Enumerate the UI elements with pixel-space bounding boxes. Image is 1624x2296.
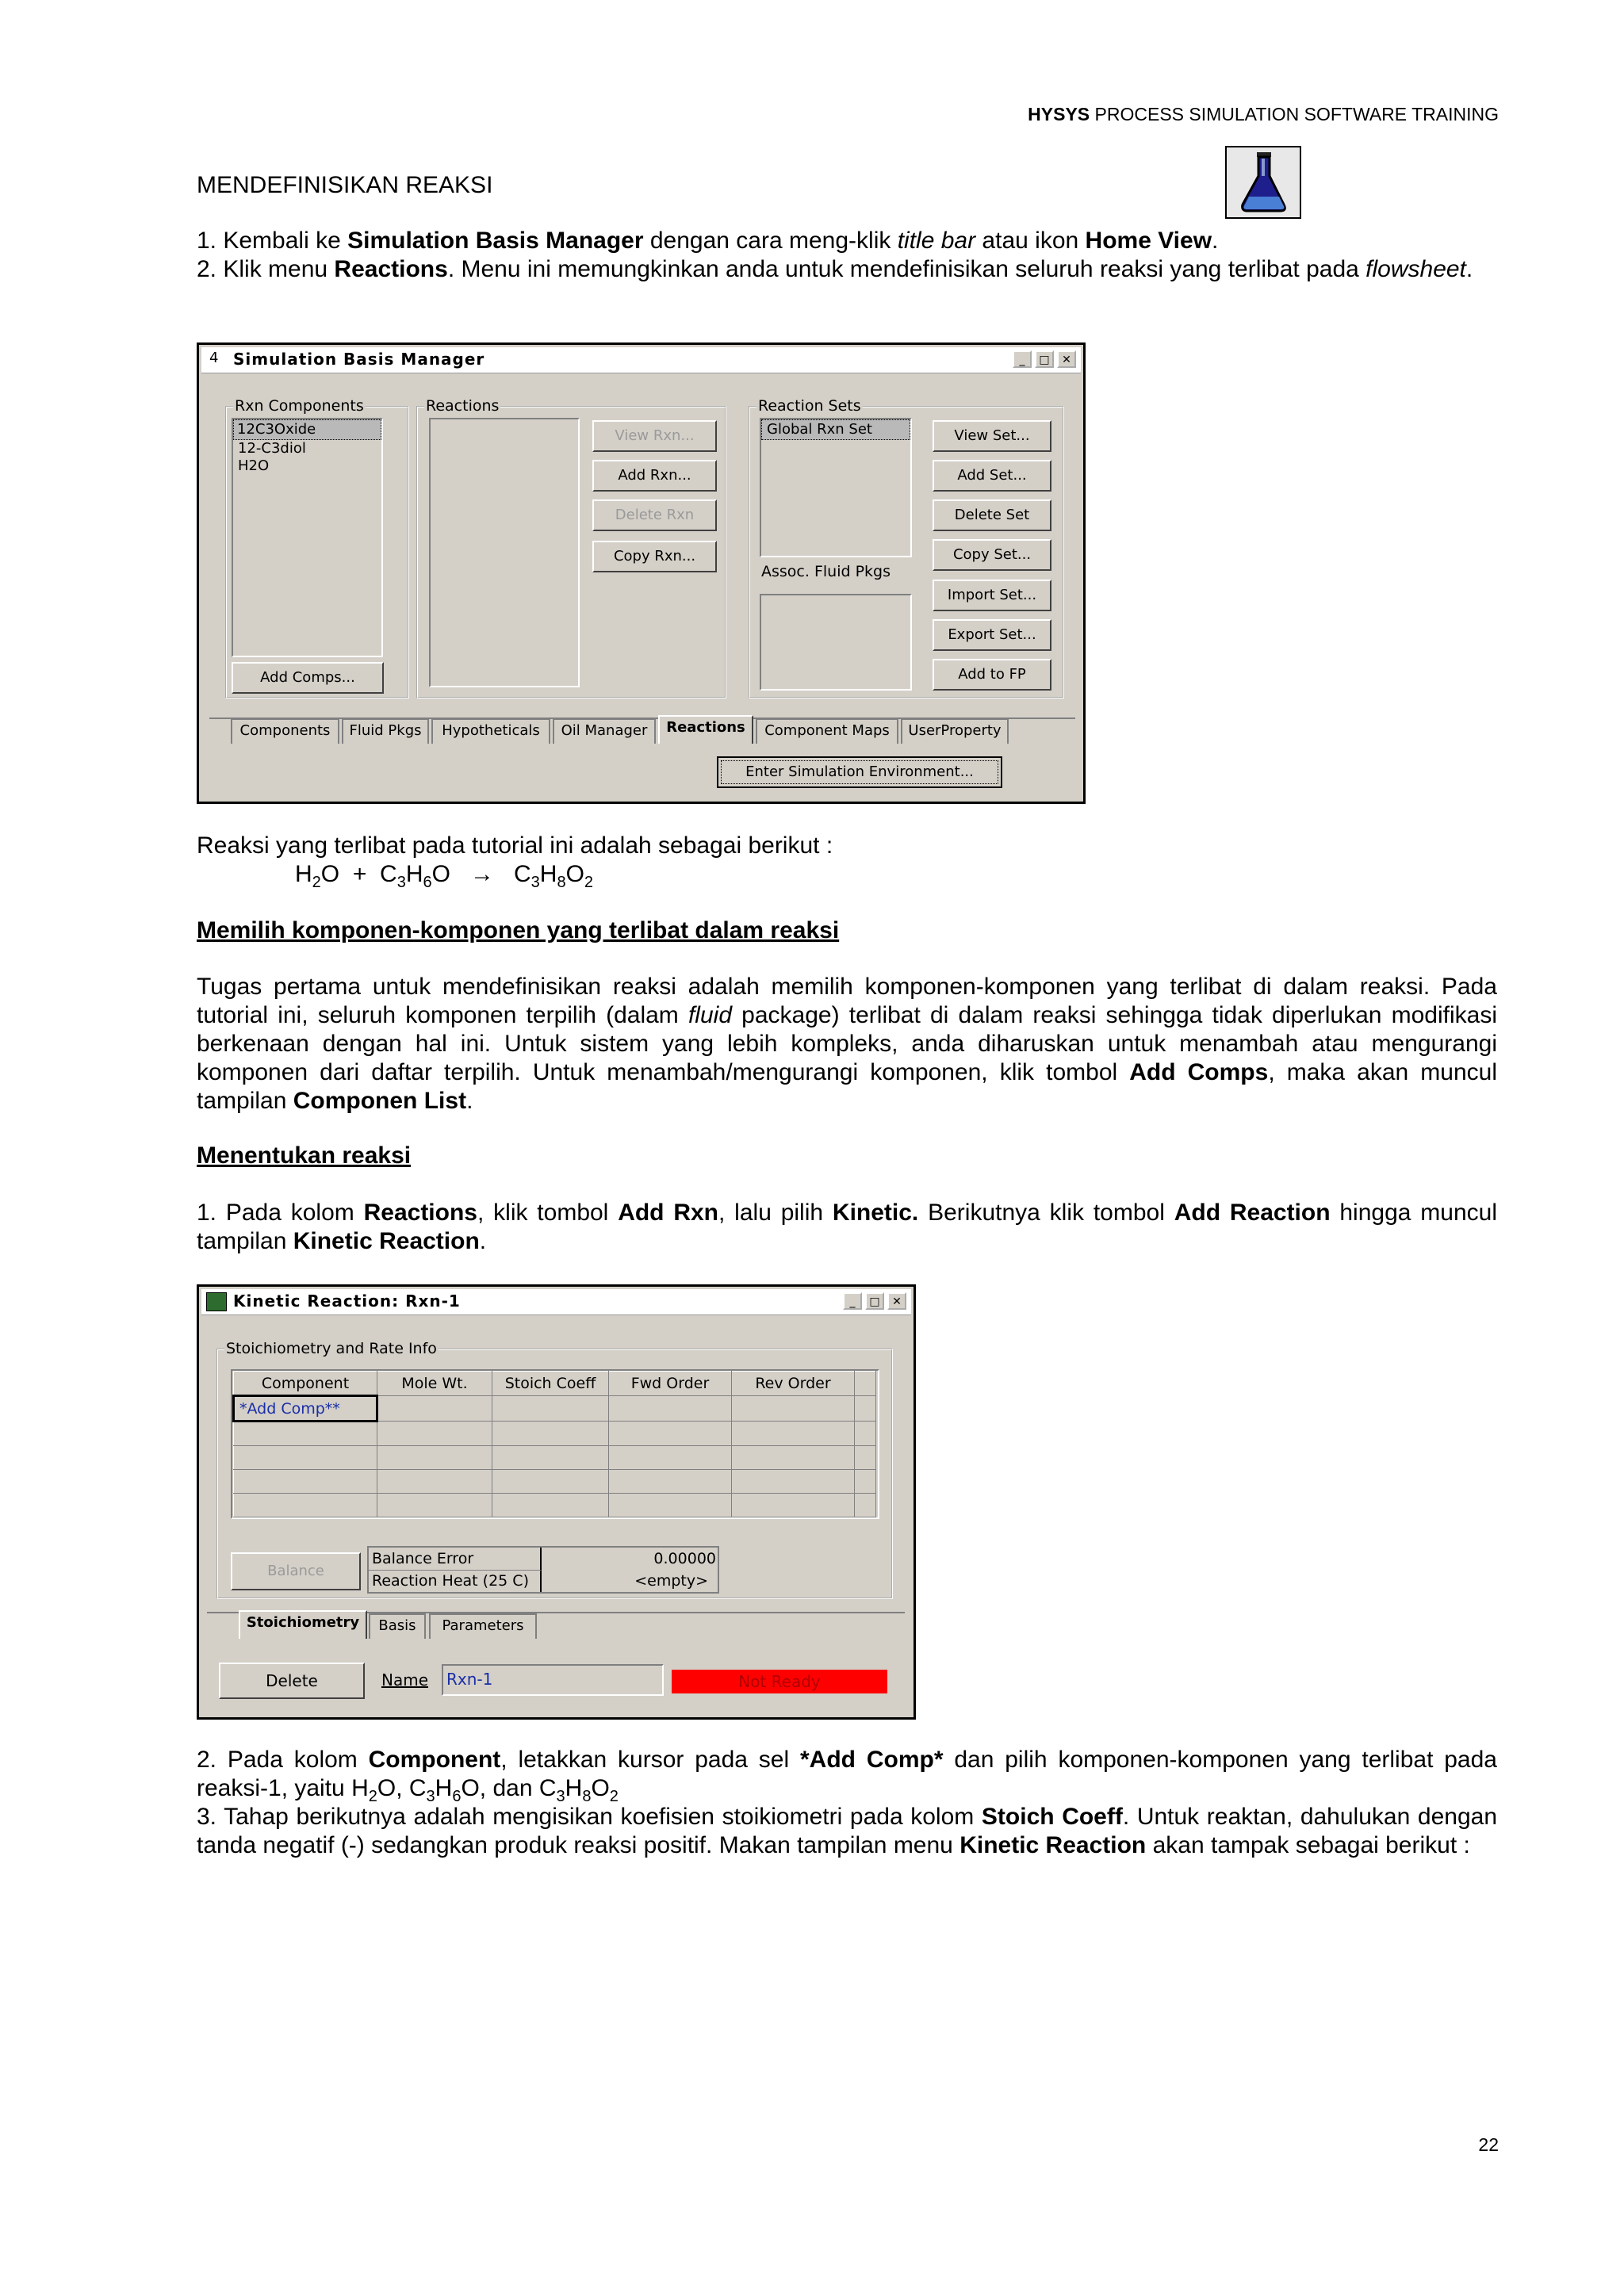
reaction-sets-list[interactable] <box>760 418 912 557</box>
tab-reactions[interactable]: Reactions <box>658 715 753 744</box>
minimize-button[interactable]: _ <box>1013 350 1032 368</box>
balance-error-value: 0.00000 <box>653 1550 716 1567</box>
reaction-sets-label: Reaction Sets <box>758 397 861 415</box>
table-row <box>234 1422 876 1446</box>
table-cell[interactable] <box>234 1422 377 1446</box>
table-cell[interactable] <box>377 1494 492 1517</box>
paragraph-define-reaction: 1. Pada kolom Reactions, klik tombol Add Rxn, lalu pilih Kinetic. Berikutnya klik tombol Add Reaction hingga muncul tampilan Kinetic Reaction. <box>197 1200 1498 1254</box>
table-cell <box>855 1470 876 1494</box>
balance-button[interactable]: Balance <box>231 1552 361 1590</box>
reaction-intro: Reaksi yang terlibat pada tutorial ini adalah sebagai berikut : <box>197 832 833 859</box>
table-cell[interactable] <box>732 1494 855 1517</box>
step-2: 2. Klik menu Reactions. Menu ini memungkinkan anda untuk mendefinisikan seluruh reaksi yang terlibat pada flowsheet. <box>197 256 1473 282</box>
tab-fluid-pkgs[interactable]: Fluid Pkgs <box>342 718 429 744</box>
rxn-components-list[interactable] <box>232 418 383 657</box>
table-cell[interactable] <box>234 1470 377 1494</box>
copy-set-button[interactable]: Copy Set... <box>933 539 1051 571</box>
tab-components[interactable]: Components <box>231 718 339 744</box>
add-comps-button[interactable]: Add Comps... <box>232 662 384 694</box>
enter-simulation-environment-button[interactable]: Enter Simulation Environment... <box>717 756 1002 788</box>
grid-header-row <box>234 1372 876 1396</box>
arrow-icon: → <box>469 861 494 887</box>
copy-rxn-button[interactable]: Copy Rxn... <box>592 541 717 572</box>
stoichiometry-group <box>216 1340 893 1599</box>
table-cell[interactable] <box>492 1494 609 1517</box>
list-item[interactable]: Global Rxn Set <box>761 419 910 440</box>
table-cell[interactable] <box>377 1422 492 1446</box>
close-button[interactable]: ✕ <box>887 1292 906 1310</box>
column-header[interactable]: Rev Order <box>732 1372 855 1396</box>
delete-rxn-button[interactable]: Delete Rxn <box>592 499 717 531</box>
table-cell[interactable] <box>234 1494 377 1517</box>
window-title: Kinetic Reaction: Rxn-1 <box>233 1292 461 1311</box>
table-cell[interactable] <box>609 1494 732 1517</box>
list-item[interactable]: 12-C3diol <box>238 440 306 457</box>
paragraph-step-3: 3. Tahap berikutnya adalah mengisikan koefisien stoikiometri pada kolom Stoich Coeff. Untuk reaktan, dahulukan dengan tanda negatif (-) sedangkan produk reaksi positif. Makan tampilan menu Kinetic Reaction akan tampak sebagai berikut : <box>197 1804 1498 1858</box>
name-field[interactable]: Rxn-1 <box>442 1664 664 1696</box>
table-cell[interactable] <box>609 1470 732 1494</box>
close-button[interactable]: ✕ <box>1057 350 1076 368</box>
section-title: MENDEFINISIKAN REAKSI <box>197 172 493 198</box>
tab-basis[interactable]: Basis <box>369 1613 426 1639</box>
list-item[interactable]: 12C3Oxide <box>233 419 381 440</box>
tab-hypotheticals[interactable]: Hypotheticals <box>431 718 550 744</box>
add-comp-cell[interactable]: *Add Comp** <box>234 1396 377 1422</box>
step-1: 1. Kembali ke Simulation Basis Manager dengan cara meng-klik title bar atau ikon Home View. <box>197 228 1219 254</box>
table-cell <box>855 1446 876 1470</box>
kinetic-reaction-window <box>197 1284 916 1720</box>
table-cell[interactable] <box>732 1422 855 1446</box>
header-brand: HYSYS <box>1028 104 1090 124</box>
column-header[interactable]: Fwd Order <box>609 1372 732 1396</box>
table-cell[interactable] <box>377 1396 492 1422</box>
heading-define-reaction: Menentukan reaksi <box>197 1142 412 1169</box>
tab-parameters[interactable]: Parameters <box>429 1613 537 1639</box>
tab-stoichiometry[interactable]: Stoichiometry <box>239 1610 367 1639</box>
table-cell[interactable] <box>492 1396 609 1422</box>
maximize-button[interactable]: □ <box>1035 350 1054 368</box>
reaction-heat-value: <empty> <box>634 1572 708 1590</box>
name-label: Name <box>381 1670 429 1689</box>
home-view-flask-icon <box>1225 146 1301 219</box>
table-cell[interactable] <box>609 1446 732 1470</box>
reaction-equation: $H_2O + C_3H_6O$ → $C_3H_8O_2$ <box>295 861 594 891</box>
table-row <box>234 1446 876 1470</box>
balance-summary <box>367 1546 719 1594</box>
simulation-basis-manager-window <box>197 342 1086 804</box>
rxn-components-group <box>225 397 409 698</box>
column-header[interactable]: Mole Wt. <box>377 1372 492 1396</box>
table-cell[interactable] <box>732 1446 855 1470</box>
table-cell[interactable] <box>234 1446 377 1470</box>
column-header[interactable]: Component <box>234 1372 377 1396</box>
delete-button[interactable]: Delete <box>219 1663 365 1699</box>
table-cell <box>855 1396 876 1422</box>
window-app-icon: 4 <box>209 350 219 366</box>
column-header-spacer <box>855 1372 876 1396</box>
add-rxn-button[interactable]: Add Rxn... <box>592 460 717 492</box>
add-to-fp-button[interactable]: Add to FP <box>933 659 1051 691</box>
reaction-heat-label: Reaction Heat (25 C) <box>369 1571 542 1592</box>
table-row <box>234 1396 876 1422</box>
assoc-fluid-pkgs-list[interactable] <box>760 594 912 691</box>
table-cell[interactable] <box>732 1396 855 1422</box>
minimize-button[interactable]: _ <box>843 1292 862 1310</box>
table-cell[interactable] <box>492 1470 609 1494</box>
table-cell[interactable] <box>377 1446 492 1470</box>
export-set-button[interactable]: Export Set... <box>933 619 1051 651</box>
balance-error-label: Balance Error <box>369 1548 542 1571</box>
title-bar[interactable] <box>201 1289 911 1315</box>
import-set-button[interactable]: Import Set... <box>933 580 1051 611</box>
add-set-button[interactable]: Add Set... <box>933 460 1051 492</box>
table-cell <box>855 1422 876 1446</box>
table-cell[interactable] <box>377 1470 492 1494</box>
maximize-button[interactable]: □ <box>865 1292 884 1310</box>
title-bar[interactable] <box>201 347 1081 373</box>
rxn-components-label: Rxn Components <box>235 397 364 415</box>
paragraph-select-components: Tugas pertama untuk mendefinisikan reaksi adalah memilih komponen-komponen yang terlibat di dalam reaksi. Pada tutorial ini, seluruh komponen terpilih (dalam fluid package) terlibat di dalam reaksi sehingga tidak diperlukan modifikasi berkenaan dengan hal ini. Untuk sistem yang lebih kompleks, anda diharuskan untuk menambah atau mengurangi komponen dari daftar terpilih. Untuk menambah/mengurangi komponen, klik tombol Add Comps, maka akan muncul tampilan Componen List. <box>197 974 1498 1114</box>
table-cell[interactable] <box>732 1470 855 1494</box>
view-rxn-button[interactable]: View Rxn... <box>592 420 717 452</box>
header-text: PROCESS SIMULATION SOFTWARE TRAINING <box>1094 104 1499 124</box>
list-item[interactable]: H2O <box>238 457 270 474</box>
stoichiometry-group-label: Stoichiometry and Rate Info <box>226 1340 437 1357</box>
table-cell <box>855 1494 876 1517</box>
window-title: Simulation Basis Manager <box>233 350 485 369</box>
page-number: 22 <box>1478 2134 1499 2155</box>
delete-set-button[interactable]: Delete Set <box>933 499 1051 531</box>
assoc-fluid-pkgs-label: Assoc. Fluid Pkgs <box>761 563 891 580</box>
table-row <box>234 1470 876 1494</box>
window-app-icon <box>206 1292 227 1311</box>
column-header[interactable]: Stoich Coeff <box>492 1372 609 1396</box>
table-cell[interactable] <box>609 1396 732 1422</box>
view-set-button[interactable]: View Set... <box>933 420 1051 452</box>
tab-userproperty[interactable]: UserProperty <box>901 718 1009 744</box>
stoichiometry-grid[interactable] <box>231 1369 879 1519</box>
tab-component-maps[interactable]: Component Maps <box>756 718 898 744</box>
reactions-list[interactable] <box>429 418 580 687</box>
reaction-sets-group <box>749 397 1064 698</box>
reactions-group <box>416 397 726 698</box>
running-header <box>1028 104 1499 125</box>
table-cell[interactable] <box>492 1446 609 1470</box>
tab-oil-manager[interactable]: Oil Manager <box>553 718 656 744</box>
table-row <box>234 1494 876 1517</box>
paragraph-step-2: 2. Pada kolom Component, letakkan kursor pada sel *Add Comp* dan pilih komponen-komponen yang terlibat pada reaksi-1, yaitu $H_2O$, $C_3H_6O$, dan $C_3H_8O_2$ <box>197 1747 1497 1805</box>
table-cell[interactable] <box>492 1422 609 1446</box>
status-bar: Not Ready <box>672 1670 887 1693</box>
heading-select-components: Memilih komponen-komponen yang terlibat dalam reaksi <box>197 917 840 943</box>
table-cell[interactable] <box>609 1422 732 1446</box>
reactions-label: Reactions <box>426 397 500 415</box>
